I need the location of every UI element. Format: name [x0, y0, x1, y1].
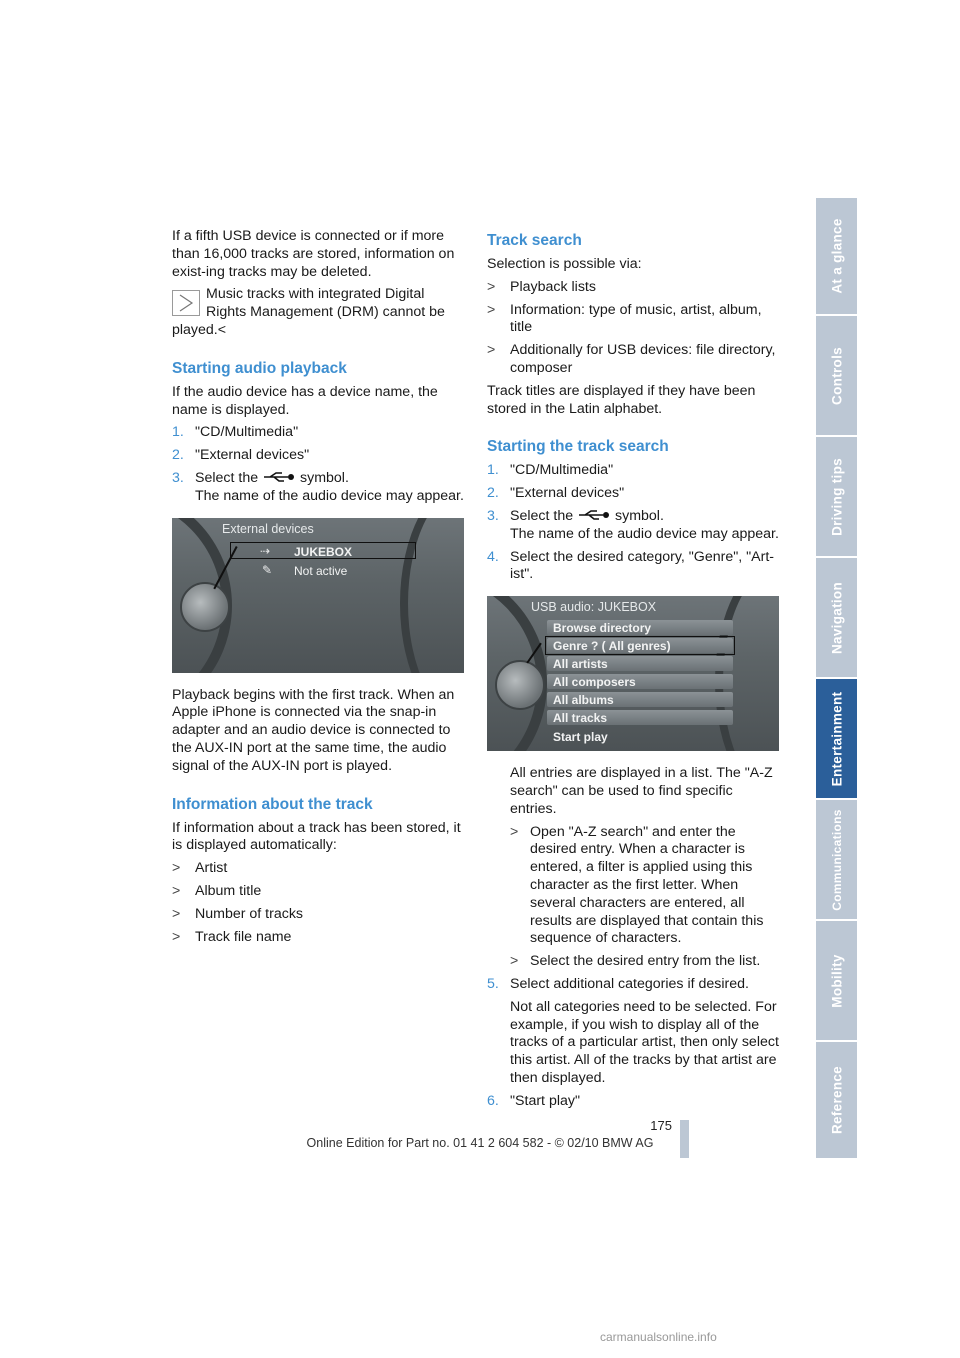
heading-starting-audio-playback: Starting audio playback [172, 359, 347, 377]
screen-header: External devices [222, 521, 314, 536]
usb-symbol-icon [262, 471, 296, 483]
screen-item: All albums [547, 692, 733, 707]
controller-knob-icon [180, 582, 230, 632]
screen-item: All composers [547, 674, 733, 689]
step-text: "External devices" [195, 447, 310, 464]
step-number: 1. [172, 424, 184, 441]
list-item: > Information: type of music, artist, album, title [487, 301, 762, 336]
page-number: 175 [650, 1118, 672, 1133]
footer-edition: Online Edition for Part no. 01 41 2 604 582 - © 02/10 BMW AG [306, 1136, 654, 1150]
heading-information-about-track: Information about the track [172, 795, 373, 813]
tab-reference[interactable]: Reference [816, 1042, 857, 1160]
tab-controls[interactable]: Controls [816, 316, 857, 437]
step-item: 1. "CD/Multimedia" [487, 462, 614, 479]
note-end: played. [172, 321, 218, 338]
step-item [172, 447, 464, 465]
playback-intro: If the audio device has a device name, the name is displayed. [172, 383, 438, 418]
screen-item: Not active [294, 563, 348, 578]
step-subtext: Not all categories need to be selected. For example, if you wish to display all of the tracks of a particular artist, then only select this artist. All of the tracks by that artist are then displayed. [510, 998, 779, 1086]
search-intro: Selection is possible via: [487, 256, 642, 272]
step-item [172, 424, 464, 442]
watermark: carmanualsonline.info [600, 1330, 717, 1344]
intro-paragraph: If a fifth USB device is connected or if more than 16,000 tracks are stored, information on exist-ing tracks may be deleted. [172, 228, 455, 280]
controller-knob-icon [495, 660, 545, 710]
screenshot-external-devices [172, 518, 464, 673]
sub-list-item: > Select the desired entry from the list. [510, 953, 761, 970]
tab-navigation[interactable]: Navigation [816, 558, 857, 679]
usb-symbol-icon [577, 509, 611, 521]
step-item: 2. "External devices" [487, 485, 625, 502]
screen-item: Start play [553, 730, 608, 745]
list-item: > Artist [172, 860, 228, 877]
step-number: 3. [172, 469, 184, 486]
heading-track-search: Track search [487, 232, 582, 249]
playback-note: Playback begins with the first track. When an Apple iPhone is connected via the snap-in adapter and an audio device is connected to the AUX-IN port at the same time, the audio signal of the AUX-IN port is played. [172, 686, 455, 774]
screenshot-usb-audio [487, 596, 779, 751]
step-item: 3. Select the symbol. The name of the audio device may appear. [487, 507, 779, 542]
chapter-tabs [816, 198, 857, 1160]
screen-header: USB audio: JUKEBOX [531, 600, 657, 615]
step-text: "CD/Multimedia" [195, 424, 299, 441]
note-block [172, 286, 464, 339]
list-item: > Track file name [172, 928, 292, 945]
list-item: > Number of tracks [172, 905, 304, 922]
list-item: > Album title [172, 882, 262, 899]
tab-entertainment[interactable]: Entertainment [816, 679, 857, 800]
left-column [172, 228, 464, 951]
list-explanation: All entries are displayed in a list. The "A-Z search" can be used to find specific entries. [510, 765, 773, 817]
note-triangle-icon [172, 290, 200, 316]
step-item: 4. Select the desired category, "Genre", "Art-ist". [487, 548, 775, 583]
step-number: 2. [172, 447, 184, 464]
pencil-icon: ✎ [262, 562, 273, 577]
info-intro: If information about a track has been stored, it is displayed automatically: [172, 819, 461, 854]
screen-item: Browse directory [547, 620, 733, 635]
step-subtext: The name of the audio device may appear. [195, 487, 464, 504]
screen-item-selected: Genre ? ( All genres) [547, 638, 733, 653]
screen-item: All tracks [547, 710, 733, 725]
right-column [487, 228, 779, 1116]
selection-frame [230, 542, 416, 559]
list-item: > Additionally for USB devices: file directory, composer [487, 342, 776, 376]
step-item [172, 470, 464, 506]
tab-mobility[interactable]: Mobility [816, 921, 857, 1042]
step-text: Select the [195, 469, 259, 486]
selection-frame [545, 636, 735, 655]
tab-at-a-glance[interactable]: At a glance [816, 198, 857, 316]
search-outro: Track titles are displayed if they have been stored in the Latin alphabet. [487, 382, 756, 417]
note-text: Music tracks with integrated Digital Rights Management (DRM) cannot be [206, 286, 445, 321]
step-item: 5. Select additional categories if desired. [487, 975, 749, 992]
heading-starting-track-search: Starting the track search [487, 438, 669, 456]
sub-list-item: > Open "A-Z search" and enter the desired entry. When a character is entered, a filter is applied using this character as the first letter. When several characters are entered, all results are displayed that contain this sequence of characters. [510, 823, 764, 947]
step-text: symbol. [300, 469, 349, 486]
screen-item: All artists [547, 656, 733, 671]
tab-communications[interactable]: Communications [816, 800, 857, 921]
list-item: > Playback lists [487, 278, 596, 295]
screen-item: JUKEBOX [294, 544, 353, 559]
usb-small-icon: ⇢ [260, 543, 271, 558]
step-item: 6. "Start play" [487, 1092, 581, 1109]
end-mark: < [217, 321, 227, 338]
tab-driving-tips[interactable]: Driving tips [816, 437, 857, 558]
